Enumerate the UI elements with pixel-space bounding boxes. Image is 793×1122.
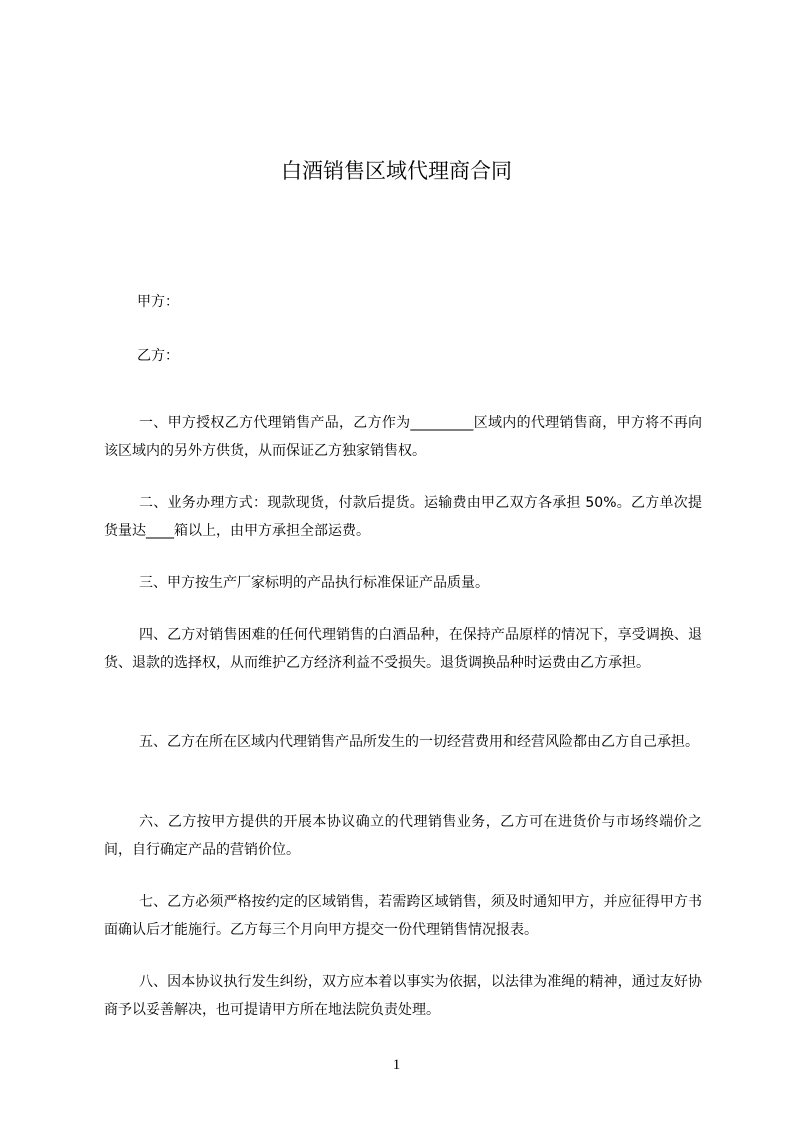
clause-2: 二、业务办理方式：现款现货，付款后提货。运输费由甲乙双方各承担 50%。乙方单次提货量达____箱以上，由甲方承担全部运费。 <box>104 495 702 539</box>
page-number: 1 <box>392 1057 401 1073</box>
document-title: 白酒销售区域代理商合同 <box>281 159 512 184</box>
party-a-label: 甲方： <box>137 294 179 310</box>
clause-8: 八、因本协议执行发生纠纷，双方应本着以事实为依据，以法律为准绳的精神，通过友好协商予以妥善解决，也可提请甲方所在地法院负责处理。 <box>104 974 702 1018</box>
clause-5: 五、乙方在所在区域内代理销售产品所发生的一切经营费用和经营风险都由乙方自己承担。 <box>139 734 699 750</box>
clause-7: 七、乙方必须严格按约定的区域销售，若需跨区域销售，须及时通知甲方，并应征得甲方书面确认后才能施行。乙方每三个月向甲方提交一份代理销售情况报表。 <box>104 894 702 938</box>
clause-3: 三、甲方按生产厂家标明的产品执行标准保证产品质量。 <box>139 575 489 591</box>
clause-1: 一、甲方授权乙方代理销售产品，乙方作为_________区域内的代理销售商，甲方将不再向该区域内的另外方供货，从而保证乙方独家销售权。 <box>104 415 702 459</box>
clause-4: 四、乙方对销售困难的任何代理销售的白酒品种，在保持产品原样的情况下，享受调换、退货、退款的选择权，从而维护乙方经济利益不受损失。退货调换品种时运费由乙方承担。 <box>104 627 702 671</box>
clause-6: 六、乙方按甲方提供的开展本协议确立的代理销售业务，乙方可在进货价与市场终端价之间，自行确定产品的营销价位。 <box>104 814 702 858</box>
party-b-label: 乙方： <box>137 348 179 364</box>
